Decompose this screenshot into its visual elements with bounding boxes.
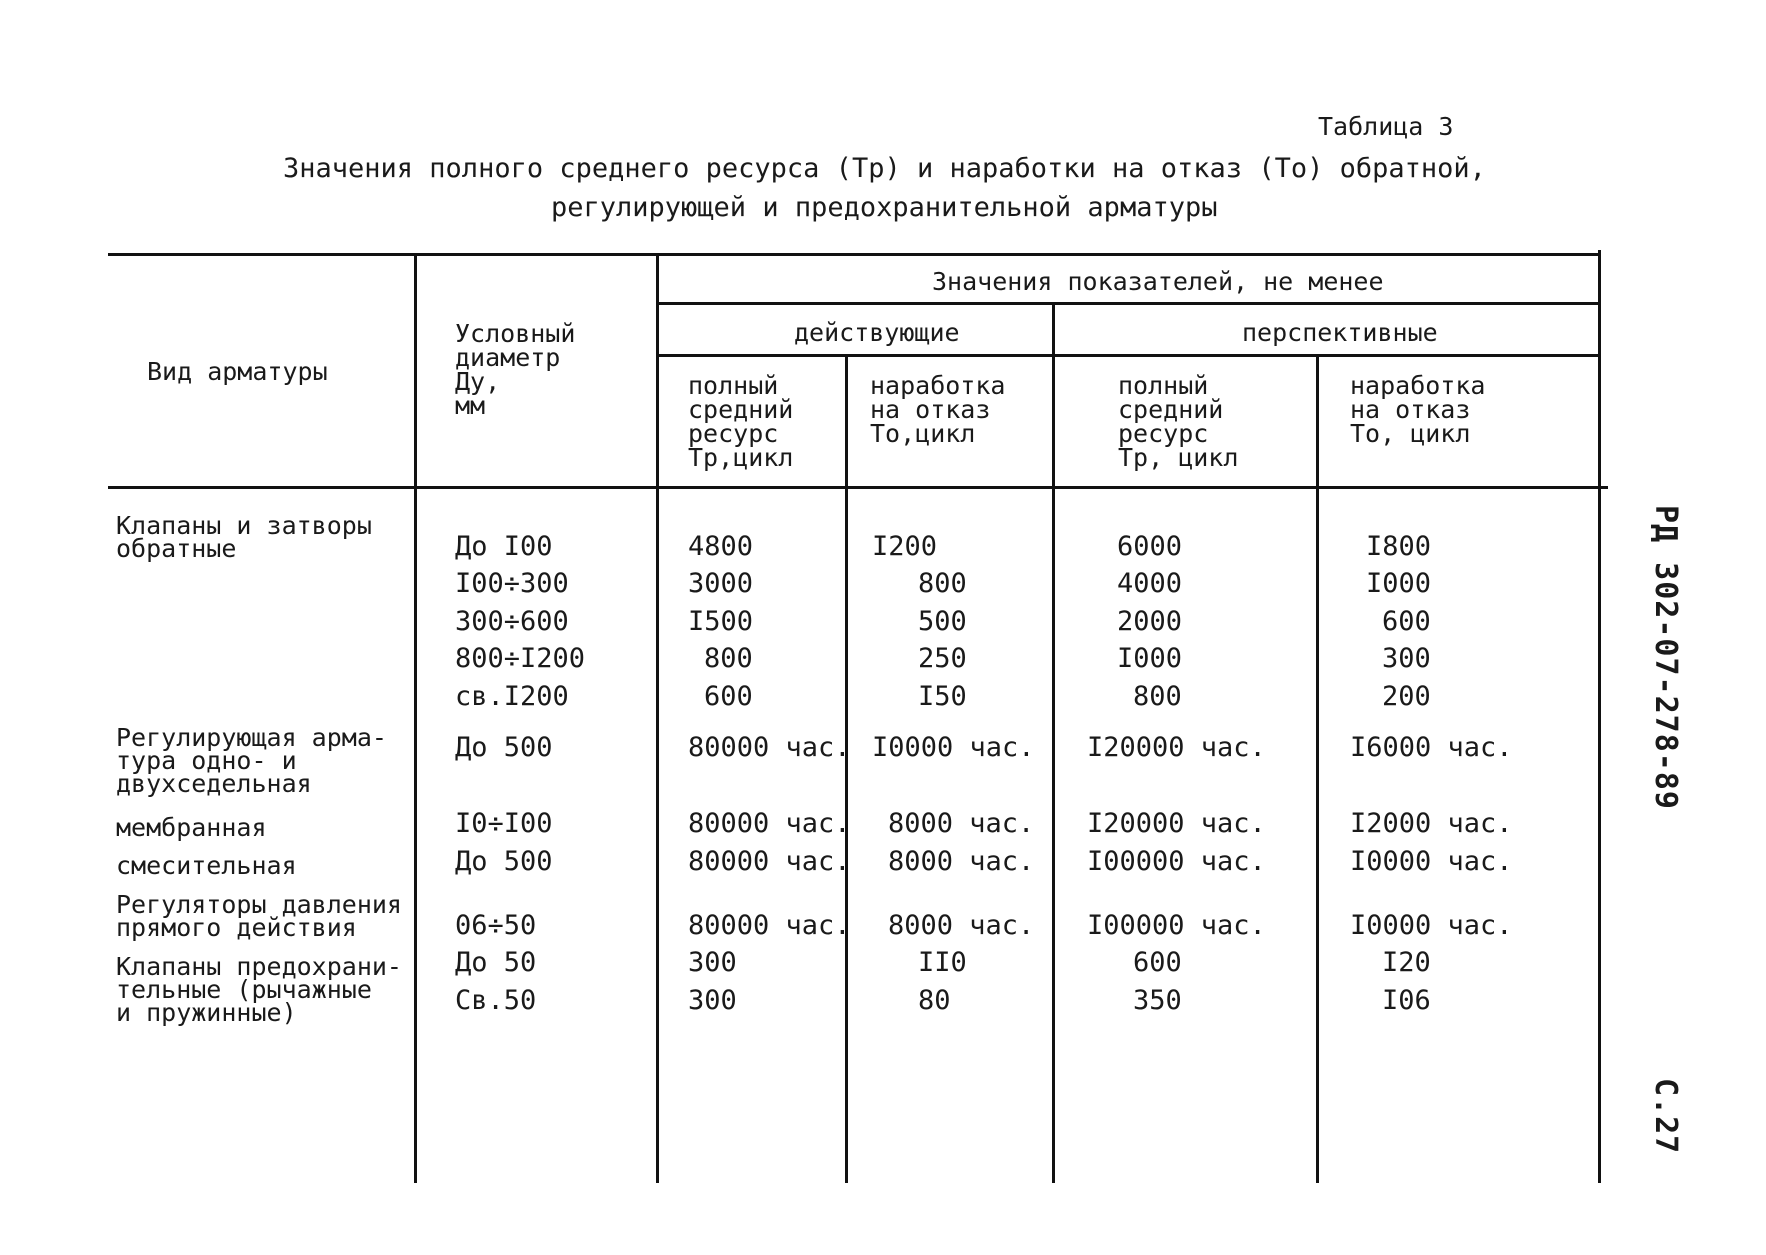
cell-tr-prospective: I20000 час.	[1087, 732, 1266, 763]
header-values-group: Значения показателей, не менее	[932, 267, 1384, 296]
group-name: Клапаны предохрани- тельные (рычажные и пружинные)	[116, 952, 402, 1027]
cell-tr-current: 800	[704, 643, 753, 674]
col-rule-3	[845, 354, 848, 1183]
cell-to-prospective: 300	[1382, 643, 1431, 674]
cell-to-current: 8000 час.	[888, 910, 1035, 941]
cell-to-current: 80	[918, 985, 951, 1016]
col-rule-right	[1598, 250, 1601, 1183]
cell-tr-current: 300	[688, 985, 737, 1016]
header-type: Вид арматуры	[147, 357, 328, 386]
cell-to-current: I50	[918, 681, 967, 712]
cell-tr-prospective: 2000	[1117, 606, 1183, 637]
cell-tr-prospective: I20000 час.	[1087, 808, 1266, 839]
cell-tr-prospective: 6000	[1117, 531, 1183, 562]
col-rule-1	[414, 253, 417, 1183]
cell-to-current: I0000 час.	[872, 732, 1035, 763]
group-name: Клапаны и затворы обратные	[116, 511, 372, 563]
cell-to-prospective: I0000 час.	[1350, 910, 1513, 941]
cell-to-current: 800	[918, 568, 967, 599]
table-top-rule	[108, 253, 1600, 256]
page-number: С.27	[1648, 1078, 1683, 1155]
table-number: Таблица 3	[1318, 112, 1454, 141]
header-current: действующие	[794, 318, 960, 347]
table-title-line-2: регулирующей и предохранительной арматуры	[551, 192, 1218, 223]
header-prospective-resource: полный средний ресурс Тр, цикл	[1118, 371, 1239, 472]
cell-to-prospective: I800	[1366, 531, 1432, 562]
cell-to-prospective: 600	[1382, 606, 1431, 637]
cell-to-current: II0	[918, 947, 967, 978]
cell-tr-prospective: I00000 час.	[1087, 910, 1266, 941]
cell-tr-prospective: I00000 час.	[1087, 846, 1266, 877]
cell-tr-current: 80000 час.	[688, 732, 851, 763]
cell-tr-prospective: 350	[1133, 985, 1182, 1016]
header-prospective-mtbf: наработка на отказ То, цикл	[1350, 371, 1486, 448]
cell-to-prospective: I6000 час.	[1350, 732, 1513, 763]
group-name: Регулирующая арма- тура одно- и двухседельная	[116, 723, 387, 798]
cell-tr-current: 4800	[688, 531, 754, 562]
col-rule-4	[1052, 302, 1055, 1183]
header-current-resource: полный средний ресурс Тр,цикл	[688, 371, 794, 472]
header-bottom-rule	[108, 486, 1608, 489]
cell-diameter: 800÷I200	[455, 643, 586, 674]
cell-diameter: I0÷I00	[455, 808, 553, 839]
col-rule-5	[1316, 354, 1319, 1183]
cell-diameter: св.I200	[455, 681, 569, 712]
subgroup-rule	[658, 354, 1600, 357]
cell-to-current: 250	[918, 643, 967, 674]
group-name: мембранная	[116, 813, 267, 842]
cell-tr-prospective: I000	[1117, 643, 1183, 674]
cell-diameter: Св.50	[455, 985, 537, 1016]
cell-diameter: До 500	[455, 846, 553, 877]
cell-tr-prospective: 4000	[1117, 568, 1183, 599]
cell-tr-current: I500	[688, 606, 754, 637]
cell-diameter: 300÷600	[455, 606, 569, 637]
header-current-mtbf: наработка на отказ То,цикл	[870, 371, 1006, 448]
values-group-rule	[658, 302, 1600, 305]
cell-diameter: До 50	[455, 947, 537, 978]
cell-diameter: До 500	[455, 732, 553, 763]
cell-diameter: 06÷50	[455, 910, 537, 941]
cell-to-current: 8000 час.	[888, 808, 1035, 839]
document-code: РД 302-07-278-89	[1648, 505, 1683, 810]
cell-tr-current: 80000 час.	[688, 910, 851, 941]
cell-to-current: 500	[918, 606, 967, 637]
cell-to-prospective: I2000 час.	[1350, 808, 1513, 839]
header-prospective: перспективные	[1242, 318, 1438, 347]
cell-tr-current: 80000 час.	[688, 846, 851, 877]
cell-to-prospective: I20	[1382, 947, 1431, 978]
cell-tr-current: 300	[688, 947, 737, 978]
col-rule-2	[656, 253, 659, 1183]
table-title-line-1: Значения полного среднего ресурса (Тр) и наработки на отказ (То) обратной,	[283, 153, 1486, 184]
cell-tr-prospective: 600	[1133, 947, 1182, 978]
cell-to-current: I200	[872, 531, 938, 562]
cell-tr-current: 600	[704, 681, 753, 712]
cell-to-prospective: 200	[1382, 681, 1431, 712]
cell-tr-prospective: 800	[1133, 681, 1182, 712]
cell-tr-current: 3000	[688, 568, 754, 599]
header-diameter: Условный диаметр Ду, мм	[455, 319, 576, 420]
cell-to-prospective: I06	[1382, 985, 1431, 1016]
cell-diameter: I00÷300	[455, 568, 569, 599]
group-name: смесительная	[116, 851, 297, 880]
cell-diameter: До I00	[455, 531, 553, 562]
group-name: Регуляторы давления прямого действия	[116, 890, 402, 942]
cell-to-current: 8000 час.	[888, 846, 1035, 877]
cell-tr-current: 80000 час.	[688, 808, 851, 839]
cell-to-prospective: I000	[1366, 568, 1432, 599]
cell-to-prospective: I0000 час.	[1350, 846, 1513, 877]
